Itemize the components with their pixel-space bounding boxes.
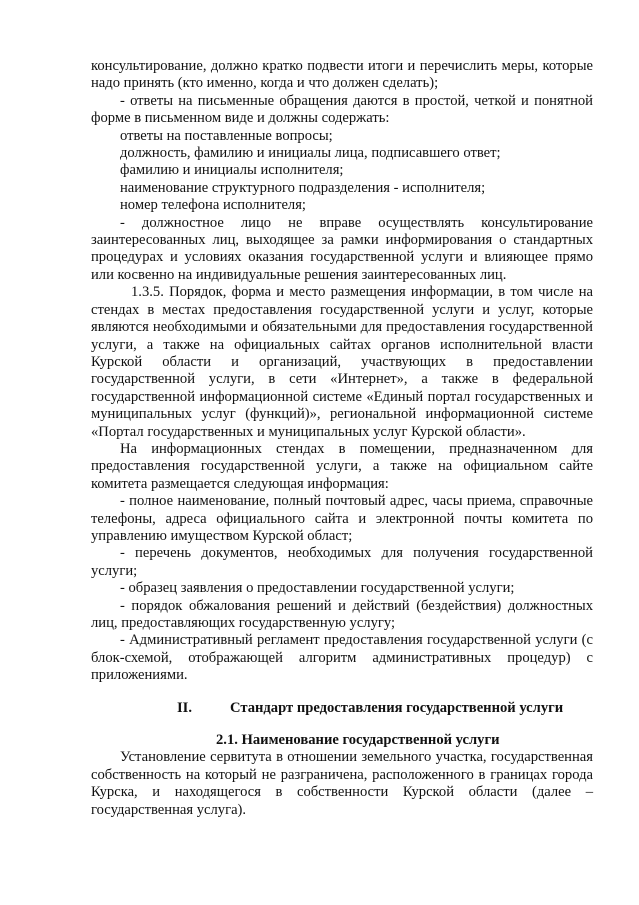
subsection-heading: 2.1. Наименование государственной услуги: [216, 732, 500, 749]
paragraph-written-answers: - ответы на письменные обращения даются в простой, четкой и понятной форме в письменном виде и должны содержать:: [91, 92, 593, 127]
paragraph-info-stands: На информационных стендах в помещении, предназначенном для предоставления государственной услуги, а также на официальном сайте комитета размещается следующая информация:: [91, 440, 593, 492]
bullet-documents-list: - перечень документов, необходимых для получения государственной услуги;: [91, 545, 593, 579]
section-number: II.: [177, 699, 193, 716]
section-heading: [91, 700, 593, 717]
document-body: [91, 58, 593, 819]
list-item: наименование структурного подразделения - исполнителя;: [120, 179, 486, 196]
bullet-regulation: - Административный регламент предоставления государственной услуги (с блок-схемой, отображающей алгоритм административных процедур) с приложениями.: [91, 632, 593, 684]
paragraph-1-3-5: 1.3.5. Порядок, форма и место размещения информации, в том числе на стендах в местах предоставления государственной услуги и услуг, которые являются необходимыми и обязательными для предоставления государственной услуги, а также на официальных сайтах органов исполнительной власти Курской области и организаций, участвующих в предоставлении государственной услуги, в сети «Интернет», а также в федеральной государственной информационной системе «Единый портал государственных и муниципальных услуг (функций)», региональной информационной системе «Портал государственных и муниципальных услуг Курской области».: [91, 284, 593, 440]
paragraph-official-restriction: - должностное лицо не вправе осуществлять консультирование заинтересованных лиц, выходящее за рамки информирования о стандартных процедурах и условиях оказания государственной услуги и влияющее прямо или косвенно на индивидуальные решения заинтересованных лиц.: [91, 214, 593, 283]
paragraph-consulting-summary: консультирование, должно кратко подвести итоги и перечислить меры, которые надо принять (кто именно, когда и что должен сделать);: [91, 58, 593, 92]
list-item: должность, фамилию и инициалы лица, подписавшего ответ;: [120, 145, 501, 162]
bullet-full-name: - полное наименование, полный почтовый адрес, часы приема, справочные телефоны, адреса официального сайта и электронной почты комитета по управлению имуществом Курской област;: [91, 493, 593, 544]
paragraph-service-name: Установление сервитута в отношении земельного участка, государственная собственность на который не разграничена, расположенного в границах города Курска, и находящегося в собственности Курской области (далее – государственная услуга).: [91, 749, 593, 818]
list-item: фамилию и инициалы исполнителя;: [120, 162, 344, 179]
list-item: ответы на поставленные вопросы;: [120, 127, 333, 144]
list-item: номер телефона исполнителя;: [120, 197, 306, 214]
bullet-appeal-procedure: - порядок обжалования решений и действий (бездействия) должностных лиц, предоставляющих государственную услугу;: [91, 597, 593, 631]
bullet-application-sample: - образец заявления о предоставлении государственной услуги;: [120, 580, 515, 597]
section-title: Стандарт предоставления государственной услуги: [230, 699, 564, 716]
